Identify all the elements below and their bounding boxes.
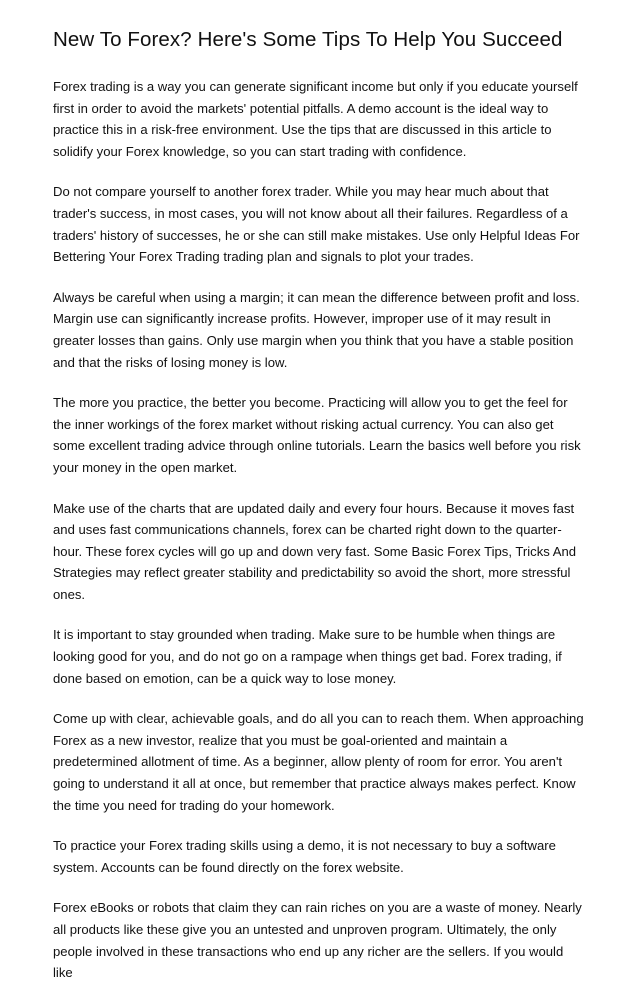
paragraph-charts: Make use of the charts that are updated daily and every four hours. Because it moves fast and uses fast communications channels, forex can be charted right down to the quarter-hour. These forex cycles will go up and down very fast. Some Basic Forex Tips, Tricks And Strategies may reflect greater stability and predictability so avoid the short, more stressful ones. <box>53 500 577 602</box>
paragraph-compare: Do not compare yourself to another forex trader. While you may hear much about that trader's success, in most cases, you will not know about all their failures. Regardless of a traders' history of successes, he or she can still make mistakes. Use only Helpful Ideas For Bettering Your Forex Trading trading plan and signals to plot your trades. <box>53 184 580 265</box>
paragraph-practice: The more you practice, the better you become. Practicing will allow you to get the feel for the inner workings of the forex market without risking actual currency. You can also get some excellent trading advice through online tutorials. Learn the basics well before you risk your money in the open market. <box>53 395 581 475</box>
page-title: New To Forex? Here's Some Tips To Help You Succeed <box>53 28 563 51</box>
paragraph-grounded: It is important to stay grounded when trading. Make sure to be humble when things are looking good for you, and do not go on a rampage when things get bad. Forex trading, if done based on emotion, can be a quick way to lose money. <box>53 627 562 686</box>
paragraph-goals: Come up with clear, achievable goals, and do all you can to reach them. When approaching Forex as a new investor, realize that you must be goal-oriented and maintain a predetermined allotment of time. As a beginner, allow plenty of room for error. You aren't going to understand it all at once, but remember that practice always makes perfect. Know the time you need for trading do your homework. <box>53 711 584 813</box>
paragraph-ebooks: Forex eBooks or robots that claim they can rain riches on you are a waste of money. Nearly all products like these give you an untested and unproven program. Ultimately, the only people involved in these transactions who end up any richer are the sellers. If you would like <box>53 900 582 981</box>
paragraph-demo: To practice your Forex trading skills using a demo, it is not necessary to buy a software system. Accounts can be found directly on the forex website. <box>53 838 556 875</box>
paragraph-margin: Always be careful when using a margin; it can mean the difference between profit and loss. Margin use can significantly increase profits. However, improper use of it may result in greater losses than gains. Only use margin when you think that you have a stable position and that the risks of losing money is low. <box>53 289 580 370</box>
paragraph-intro: Forex trading is a way you can generate significant income but only if you educate yourself first in order to avoid the markets' potential pitfalls. A demo account is the ideal way to practice this in a risk-free environment. Use the tips that are discussed in this article to solidify your Forex knowledge, so you can start trading with confidence. <box>53 79 578 159</box>
